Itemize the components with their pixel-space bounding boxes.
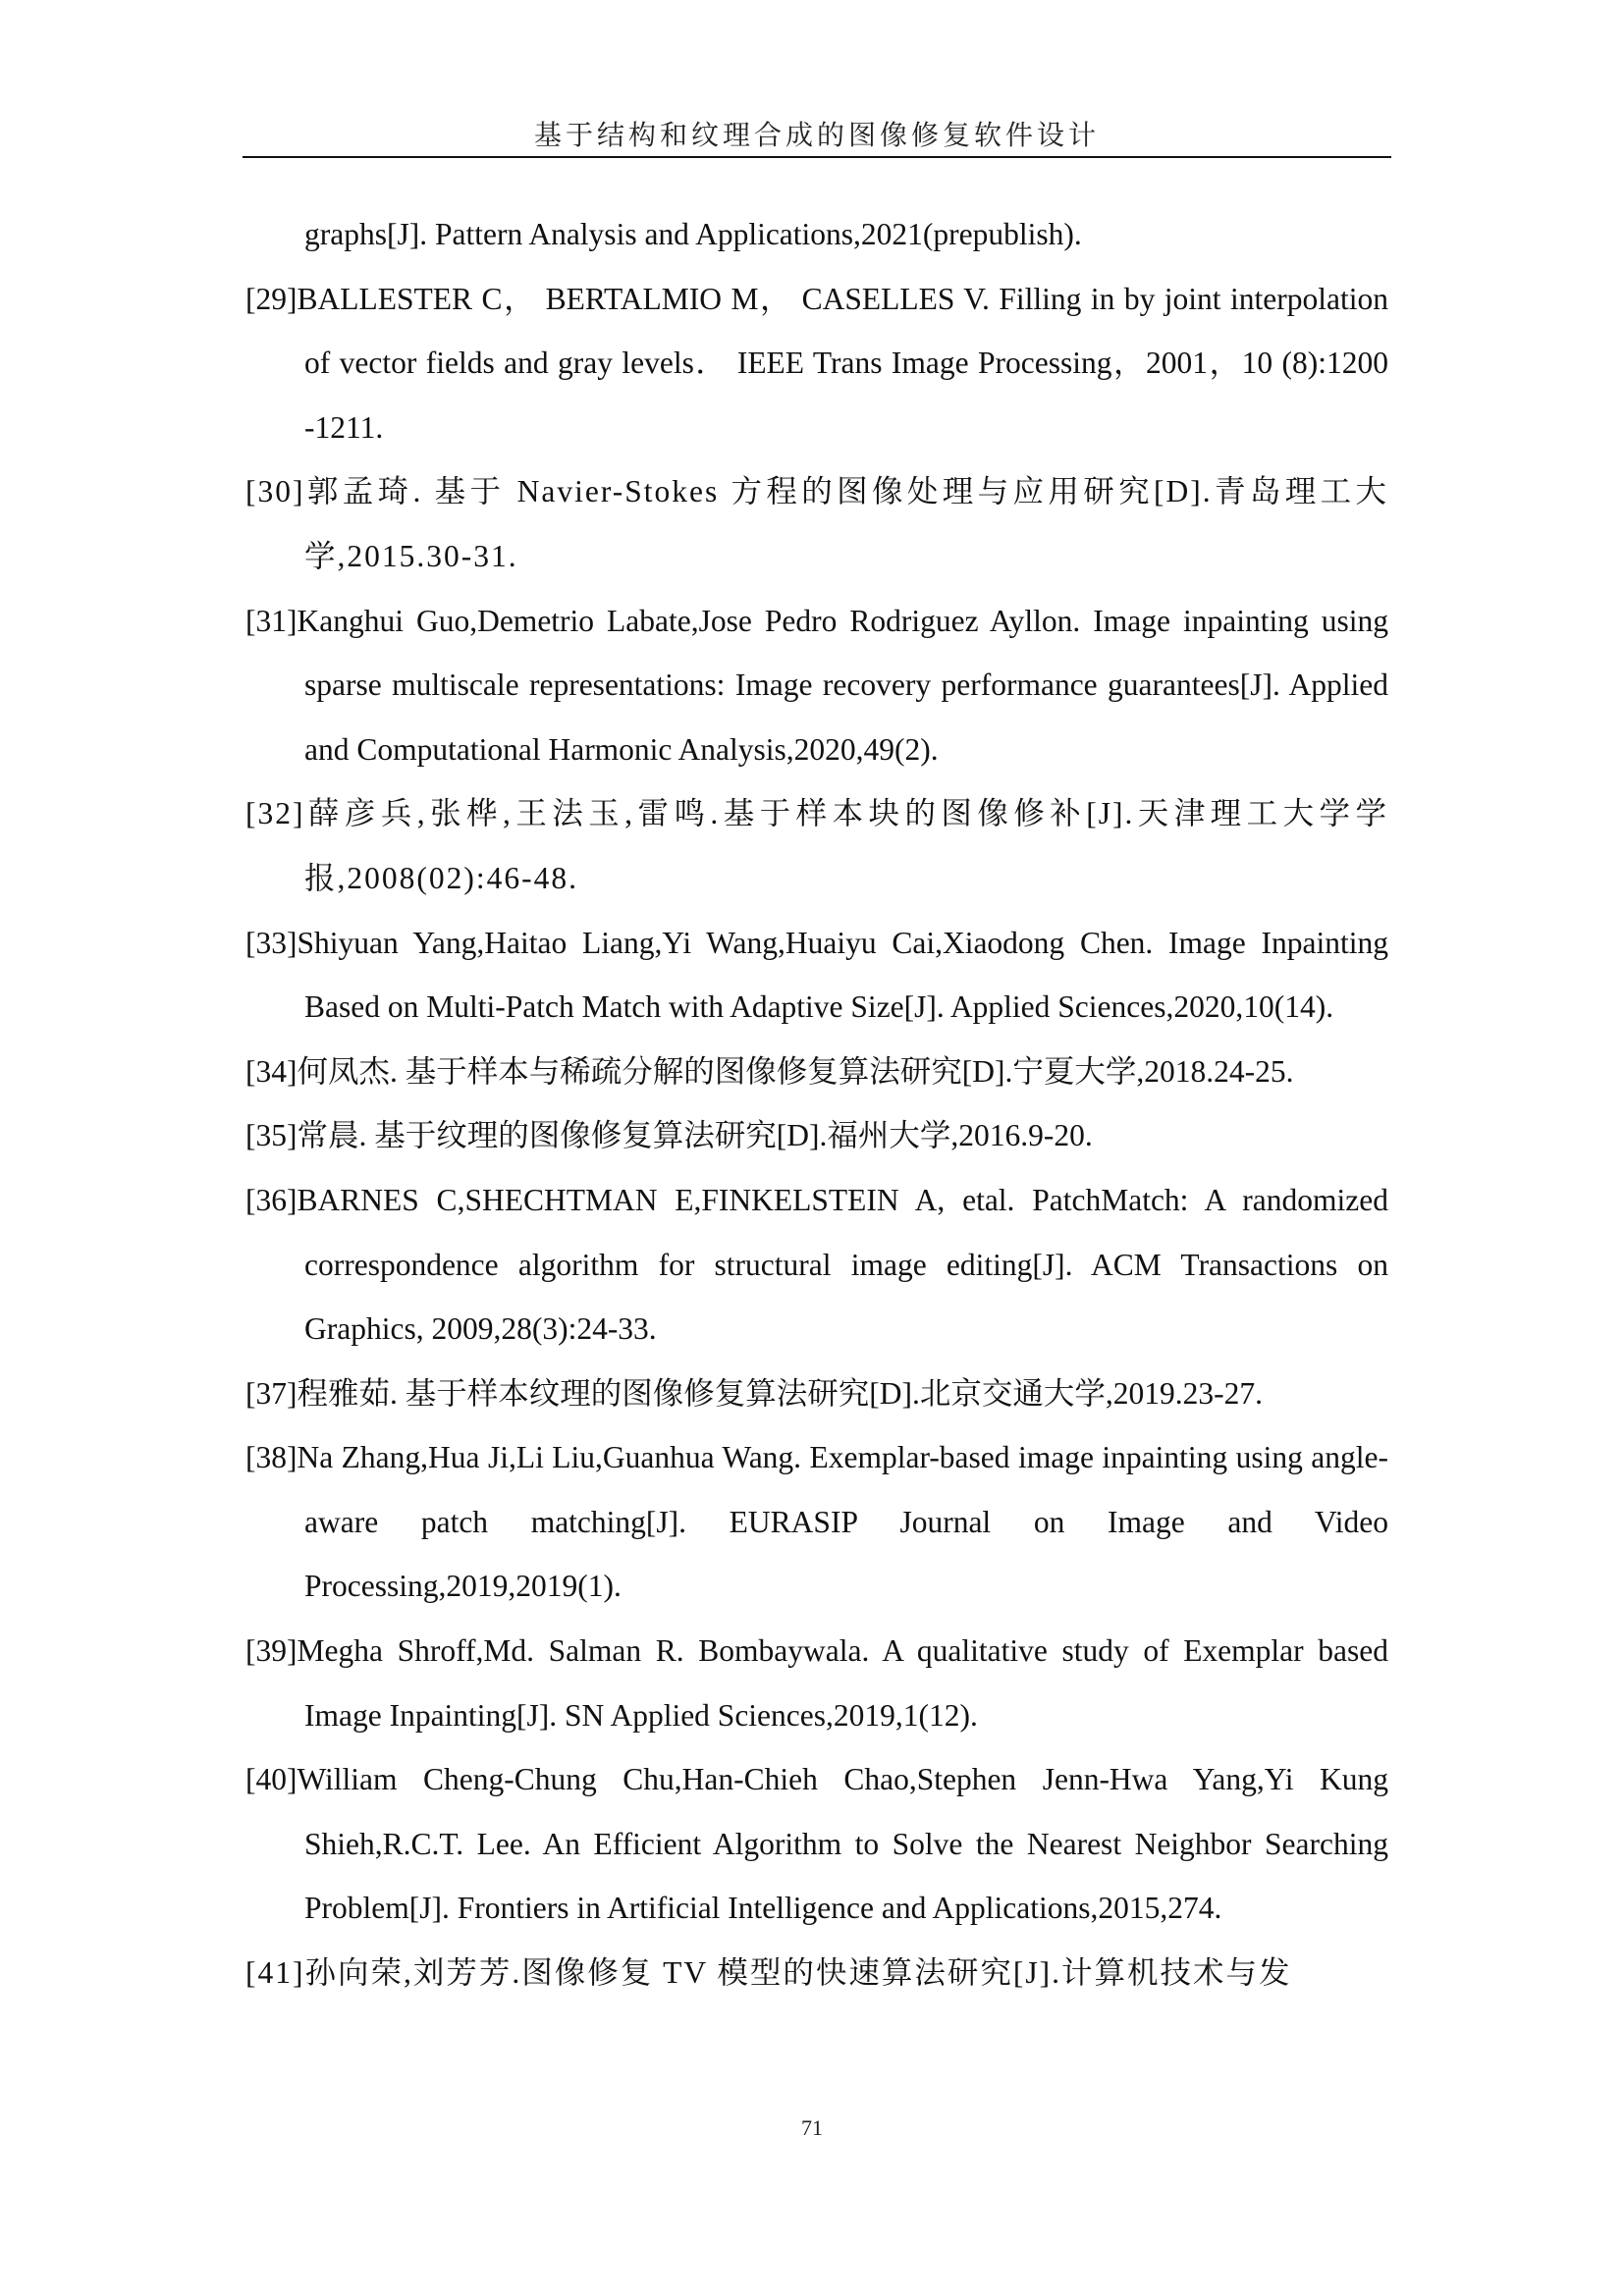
reference-entry: [34]何凤杰. 基于样本与稀疏分解的图像修复算法研究[D].宁夏大学,2018.24-25. bbox=[245, 1053, 1294, 1089]
reference-entry: [32]薛彦兵,张桦,王法玉,雷鸣.基于样本块的图像修补[J].天津理工大学学报,2008(02):46-48. bbox=[245, 796, 1388, 895]
reference-entry: [30]郭孟琦. 基于 Navier-Stokes 方程的图像处理与应用研究[D].青岛理工大学,2015.30-31. bbox=[245, 474, 1388, 573]
reference-entry: graphs[J]. Pattern Analysis and Applications,2021(prepublish). bbox=[304, 217, 1082, 251]
reference-entry: [29]BALLESTER C， BERTALMIO M， CASELLES V. Filling in by joint interpolation of vector fields and gray levels． IEEE Trans Image Processing，2001，10 (8):1200 -1211. bbox=[245, 281, 1388, 445]
reference-entry: [40]William Cheng-Chung Chu,Han-Chieh Chao,Stephen Jenn-Hwa Yang,Yi Kung Shieh,R.C.T. Lee. An Efficient Algorithm to Solve the Nearest Neighbor Searching Problem[J]. Frontiers in Artificial Intelligence and Applications,2015,274. bbox=[245, 1762, 1388, 1926]
header-rule bbox=[243, 156, 1391, 158]
reference-entry: [39]Megha Shroff,Md. Salman R. Bombaywala. A qualitative study of Exemplar based Image Inpainting[J]. SN Applied Sciences,2019,1(12). bbox=[245, 1633, 1388, 1733]
page-number: 71 bbox=[801, 2115, 823, 2140]
reference-entry: [35]常晨. 基于纹理的图像修复算法研究[D].福州大学,2016.9-20. bbox=[245, 1118, 1093, 1153]
reference-list bbox=[245, 202, 1388, 2005]
reference-entry: [36]BARNES C,SHECHTMAN E,FINKELSTEIN A, etal. PatchMatch: A randomized correspondence algorithm for structural image editing[J]. ACM Transactions on Graphics, 2009,28(3):24-33. bbox=[245, 1182, 1388, 1347]
reference-entry: [33]Shiyuan Yang,Haitao Liang,Yi Wang,Huaiyu Cai,Xiaodong Chen. Image Inpainting Based on Multi-Patch Match with Adaptive Size[J]. Applied Sciences,2020,10(14). bbox=[245, 925, 1388, 1025]
running-header: 基于结构和纹理合成的图像修复软件设计 bbox=[533, 119, 1100, 151]
reference-entry: [41]孙向荣,刘芳芳.图像修复 TV 模型的快速算法研究[J].计算机技术与发 bbox=[245, 1955, 1292, 1991]
reference-entry: [38]Na Zhang,Hua Ji,Li Liu,Guanhua Wang. Exemplar-based image inpainting using angle-aware patch matching[J]. EURASIP Journal on Image and Video Processing,2019,2019(1). bbox=[245, 1440, 1388, 1604]
reference-entry: [31]Kanghui Guo,Demetrio Labate,Jose Pedro Rodriguez Ayllon. Image inpainting using sparse multiscale representations: Image recovery performance guarantees[J]. Applied and Computational Harmonic Analysis,2020,49(2). bbox=[245, 603, 1388, 767]
reference-entry: [37]程雅茹. 基于样本纹理的图像修复算法研究[D].北京交通大学,2019.23-27. bbox=[245, 1375, 1263, 1411]
